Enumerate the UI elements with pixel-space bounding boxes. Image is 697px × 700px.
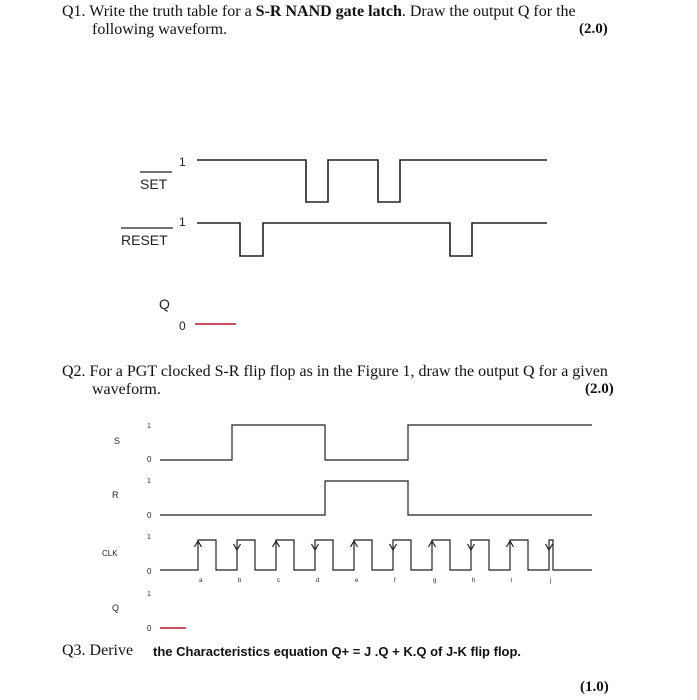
set-label: SET <box>140 176 168 192</box>
reset-high-level: 1 <box>179 215 186 229</box>
q1-text-bold: S-R NAND gate latch <box>255 3 402 20</box>
q1-line2: following waveform. <box>92 21 228 38</box>
r-low-level: 0 <box>147 511 152 520</box>
q2-q-high-level: 1 <box>147 591 151 598</box>
q2-q-label: Q <box>112 603 120 613</box>
q3-equation: the Characteristics equation Q+ = J .Q + K.Q of J-K flip flop. <box>153 644 522 659</box>
s-waveform <box>160 425 592 460</box>
clock-edge-label: g <box>433 578 437 584</box>
clock-edge-label: h <box>472 578 476 584</box>
s-high-level: 1 <box>147 423 151 430</box>
q2-line1: Q2. For a PGT clocked S-R flip flop as in the Figure 1, draw the output Q for a given <box>62 363 608 380</box>
q1-q-output <box>159 296 236 333</box>
q2-s-signal <box>114 423 592 464</box>
q2-marks: (2.0) <box>585 381 614 397</box>
q1-reset-signal <box>121 215 547 256</box>
q1-set-signal <box>140 155 547 202</box>
q1-text-suffix: . Draw the output Q for the <box>401 3 576 20</box>
s-low-level: 0 <box>147 455 152 464</box>
clk-high-level: 1 <box>147 534 151 541</box>
reset-label: RESET <box>121 232 168 248</box>
q1-text-prefix: Q1. Write the truth table for a <box>62 3 256 20</box>
q3-prefix: Q3. Derive <box>62 642 134 659</box>
r-waveform <box>160 481 592 515</box>
clock-edge-label: f <box>394 578 396 584</box>
q2-clk-signal <box>102 534 592 584</box>
clk-trace <box>160 540 592 570</box>
clk-low-level: 0 <box>147 567 152 576</box>
set-waveform <box>197 160 547 202</box>
r-label: R <box>112 490 119 500</box>
q1-q-label: Q <box>159 296 170 312</box>
clock-edge-label: j <box>550 578 552 584</box>
clock-edge-label: e <box>355 578 359 584</box>
set-high-level: 1 <box>179 155 186 169</box>
clk-label: CLK <box>102 549 118 558</box>
q2-q-low-level: 0 <box>147 624 152 633</box>
r-high-level: 1 <box>147 478 151 485</box>
clock-edge-label: b <box>238 578 242 584</box>
q1-q-low-level: 0 <box>179 319 186 333</box>
clock-edge-label: d <box>316 578 320 584</box>
clock-edge-label: i <box>511 578 513 584</box>
clk-waveform <box>160 540 592 584</box>
clock-edge-label: a <box>199 578 203 584</box>
q2-line2: waveform. <box>92 381 161 398</box>
q2-r-signal <box>112 478 592 520</box>
q2-q-output <box>112 591 186 633</box>
s-label: S <box>114 436 121 446</box>
q3-marks: (1.0) <box>580 679 609 695</box>
reset-waveform <box>197 223 547 256</box>
q1-marks: (2.0) <box>579 21 608 37</box>
clock-edge-label: c <box>277 578 280 584</box>
